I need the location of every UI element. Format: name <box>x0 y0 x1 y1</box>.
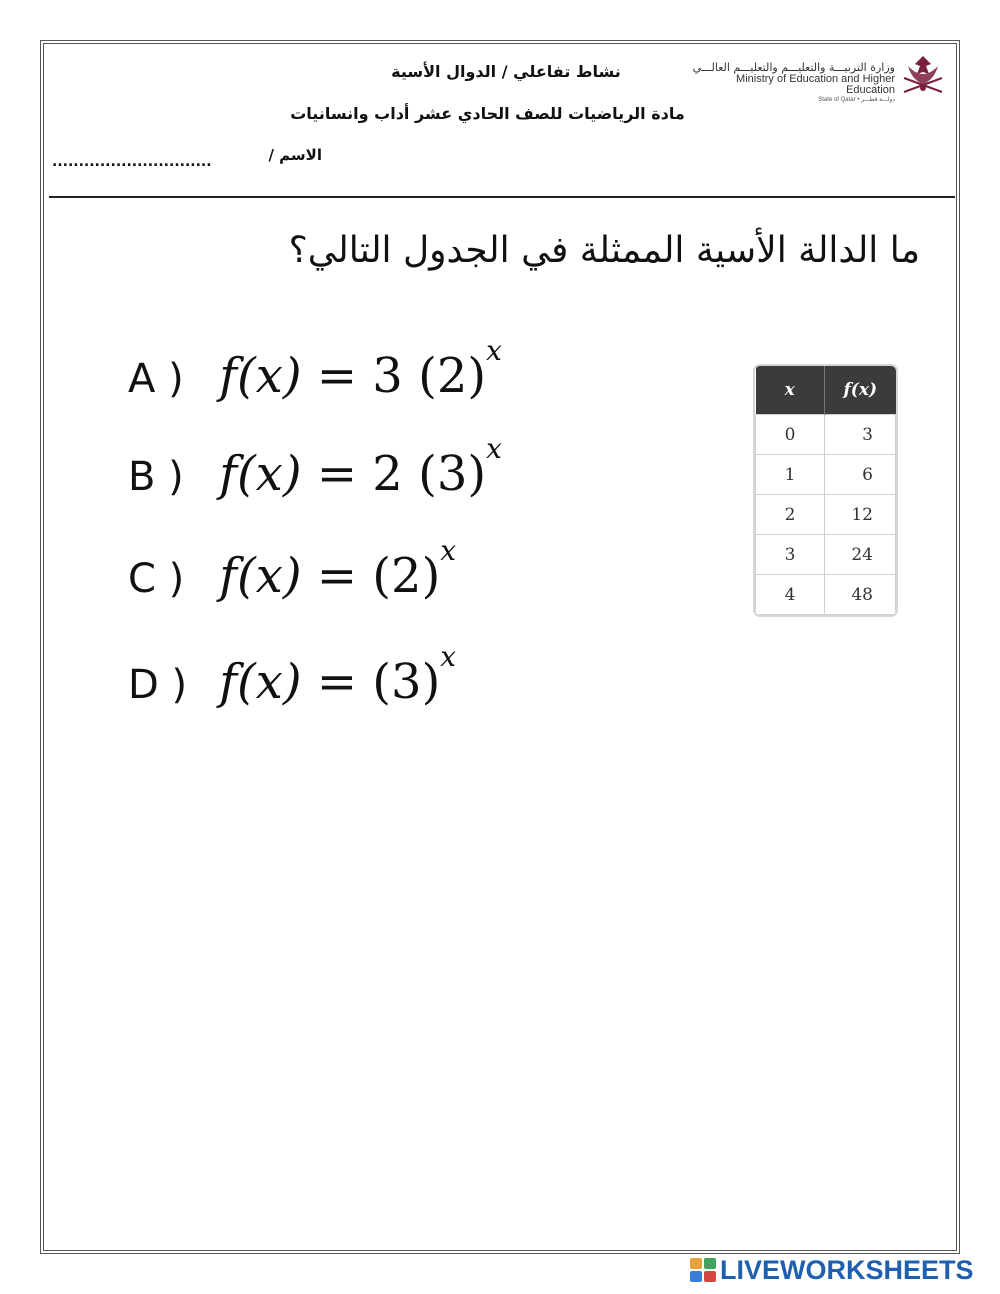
name-label: الاسم / <box>268 146 322 164</box>
cell-fx: 12 <box>825 495 896 535</box>
option-base: (2) <box>372 548 441 604</box>
option-coef: 3 <box>372 348 403 404</box>
option-exponent: x <box>440 534 457 567</box>
option-lhs: f(x) = <box>219 548 358 604</box>
liveworksheets-brand[interactable] <box>690 1255 974 1285</box>
option-b[interactable] <box>128 432 502 502</box>
option-base: (3) <box>418 446 487 502</box>
column-header-x: x <box>756 366 825 415</box>
cell-fx: 24 <box>825 535 896 575</box>
cell-x: 4 <box>756 575 825 615</box>
cell-x: 0 <box>756 415 825 455</box>
worksheet-title: نشاط تفاعلي / الدوال الأسية <box>391 62 621 81</box>
option-letter: D ) <box>128 662 188 708</box>
name-blank: .............................. <box>52 154 212 170</box>
worksheet-subtitle: مادة الرياضيات للصف الحادي عشر أداب وانسانيات <box>290 104 685 123</box>
cell-fx: 48 <box>825 575 896 615</box>
header-divider <box>49 196 955 198</box>
ministry-state: State of Qatar • دولـــة قطـــر <box>818 96 895 103</box>
table-row <box>756 495 896 535</box>
ministry-english: Ministry of Education and Higher Education <box>736 72 895 97</box>
values-table <box>755 366 896 615</box>
option-exponent: x <box>486 432 502 465</box>
option-d[interactable] <box>128 640 456 710</box>
option-c[interactable] <box>128 534 456 604</box>
option-letter: A ) <box>128 356 184 402</box>
table-row <box>756 415 896 455</box>
table-row <box>756 575 896 615</box>
cell-fx: 3 <box>825 415 896 455</box>
option-letter: B ) <box>128 454 184 500</box>
option-letter: C ) <box>128 556 185 602</box>
question-text: ما الدالة الأسية الممثلة في الجدول التالي؟ <box>288 230 920 271</box>
option-base: (3) <box>372 654 441 710</box>
option-lhs: f(x) = <box>219 446 358 502</box>
ministry-arabic: وزارة التربيـــة والتعليـــم والتعليـــم العالـــي <box>692 61 895 74</box>
liveworksheets-logo-icon <box>690 1258 716 1282</box>
table-header-row <box>756 366 896 415</box>
option-lhs: f(x) = <box>219 654 358 710</box>
cell-x: 3 <box>756 535 825 575</box>
cell-fx: 6 <box>825 455 896 495</box>
cell-x: 2 <box>756 495 825 535</box>
column-header-fx: f(x) <box>825 366 896 415</box>
option-a[interactable] <box>128 334 502 404</box>
option-coef: 2 <box>372 446 403 502</box>
cell-x: 1 <box>756 455 825 495</box>
table-row <box>756 455 896 495</box>
option-exponent: x <box>440 640 457 673</box>
ministry-emblem-icon <box>898 52 948 100</box>
ministry-name <box>690 62 895 103</box>
option-exponent: x <box>486 334 502 367</box>
brand-name: LIVEWORKSHEETS <box>720 1254 974 1285</box>
option-base: (2) <box>418 348 487 404</box>
option-lhs: f(x) = <box>219 348 358 404</box>
table-row <box>756 535 896 575</box>
